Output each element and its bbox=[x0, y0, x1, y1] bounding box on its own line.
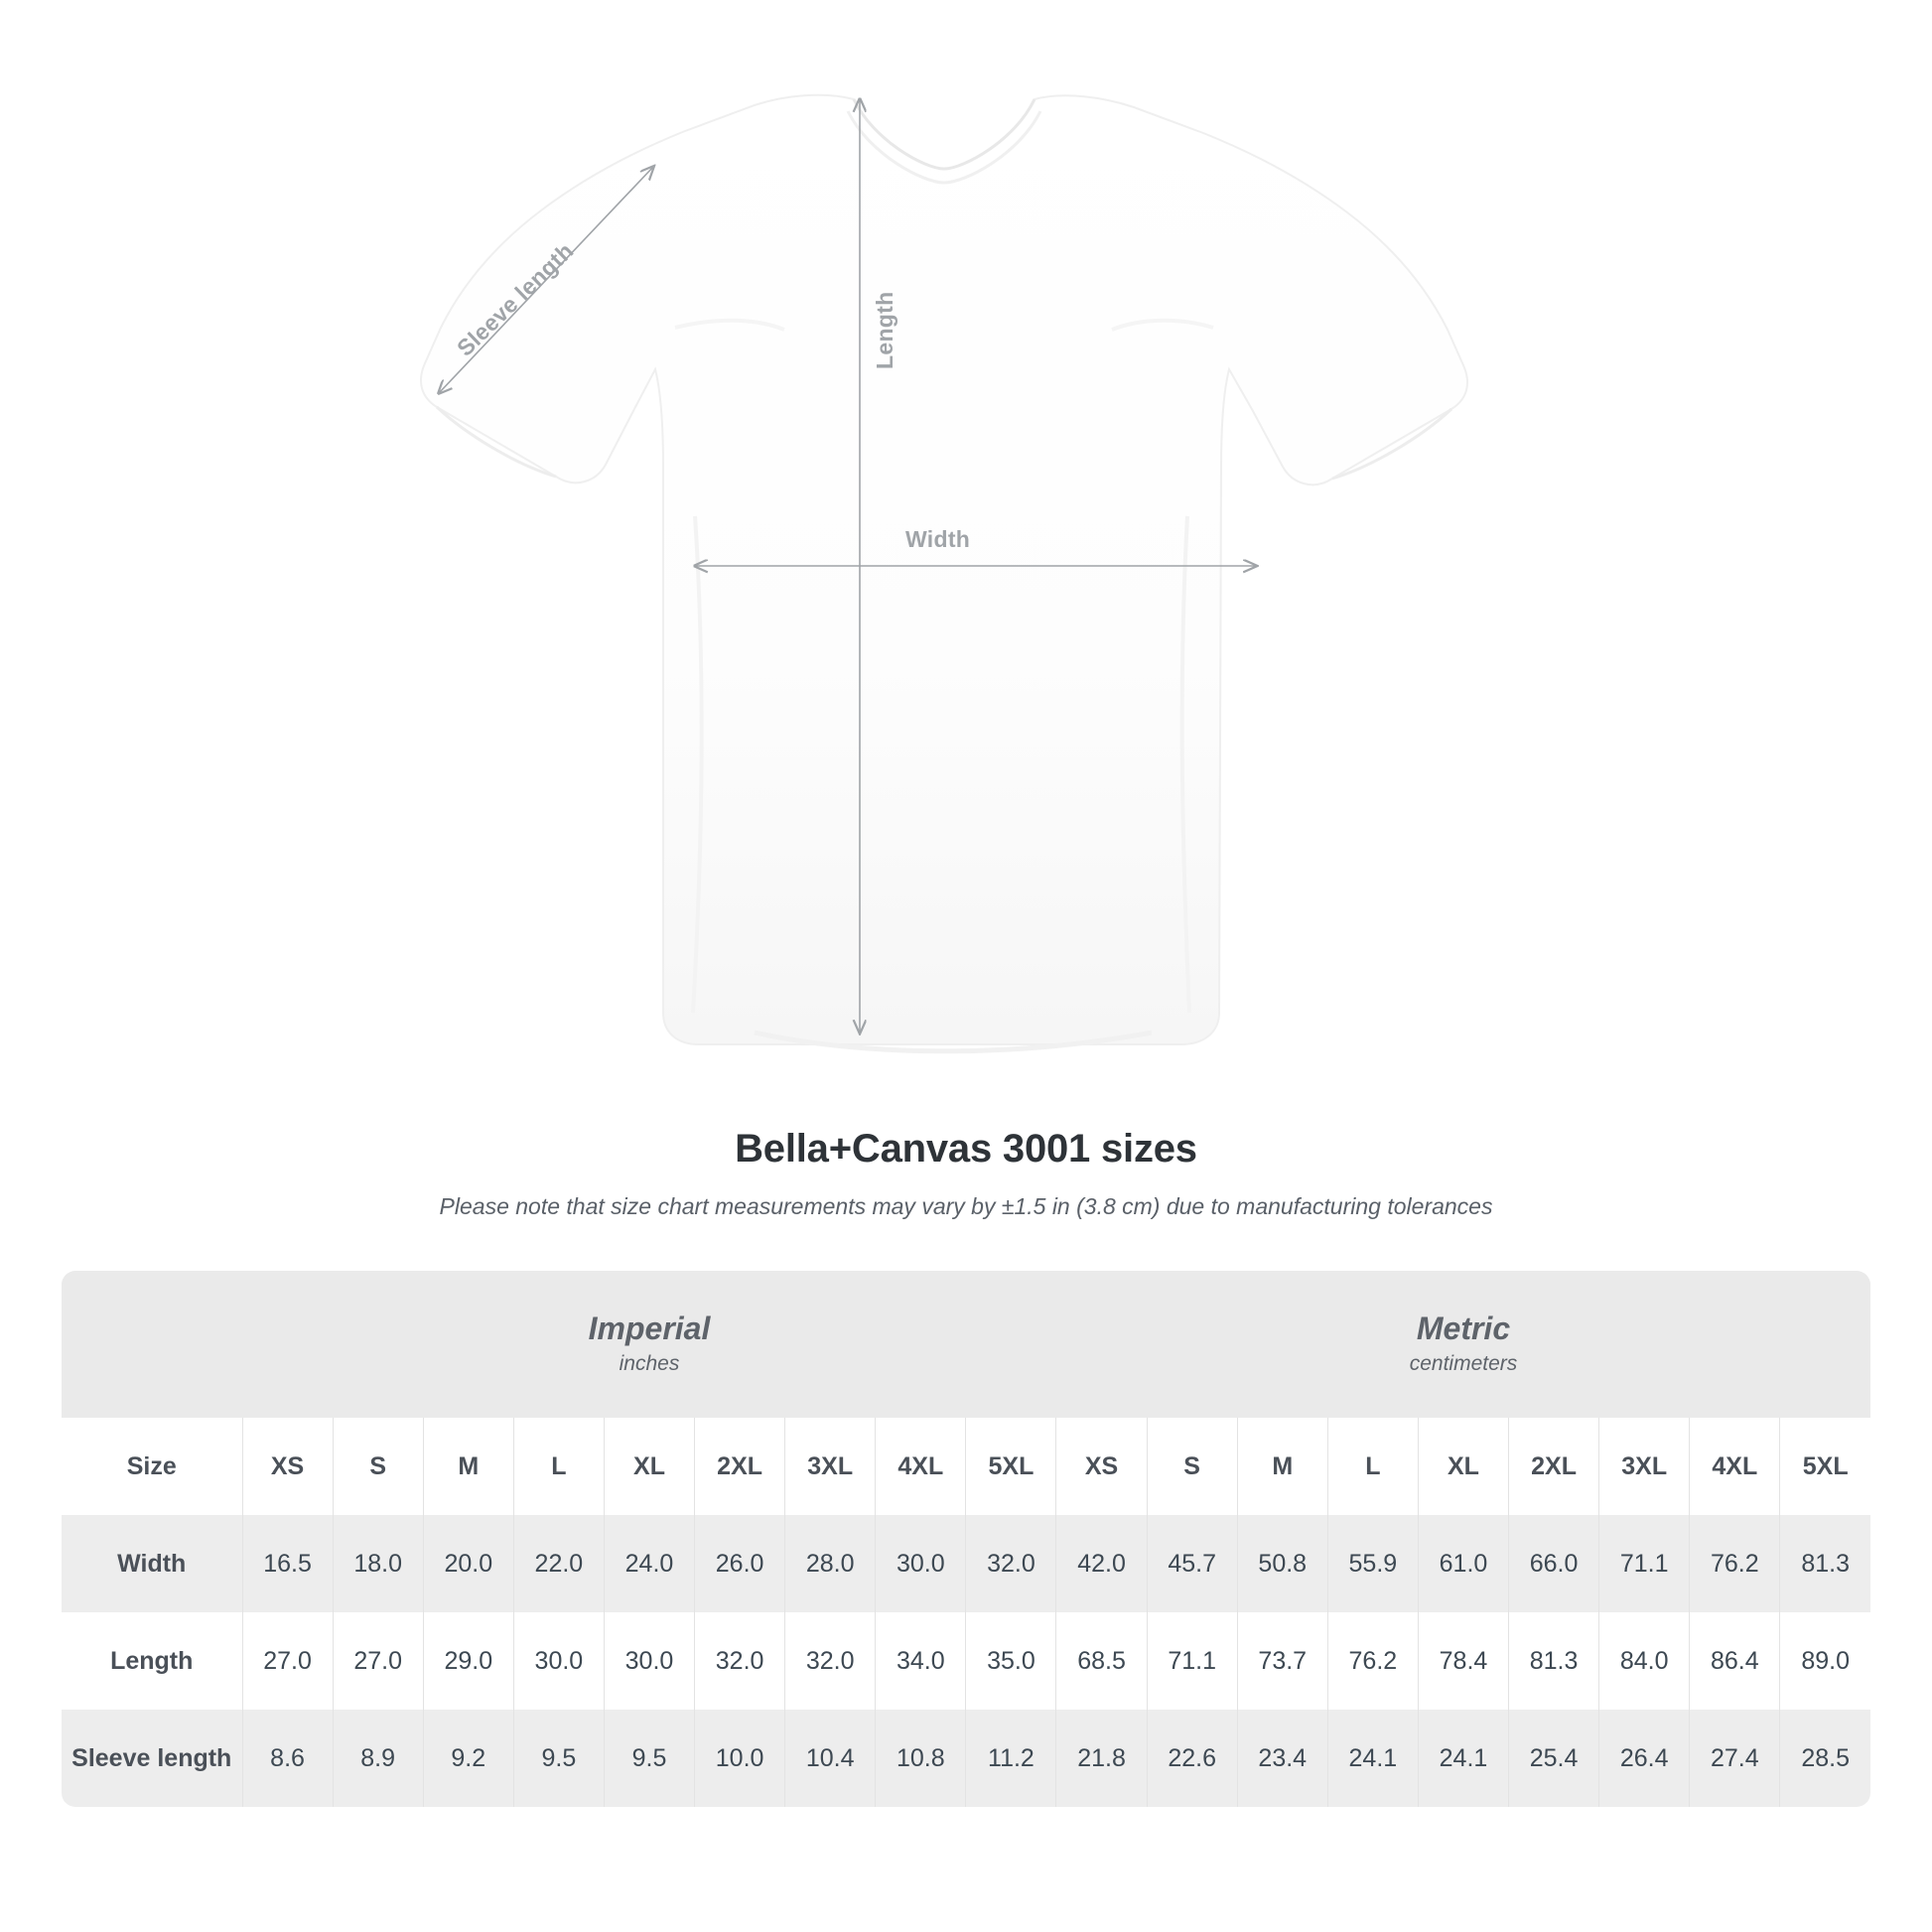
cell: 68.5 bbox=[1056, 1612, 1147, 1710]
cell: 20.0 bbox=[423, 1515, 513, 1612]
column-header-row bbox=[62, 1418, 1870, 1515]
tolerance-note: Please note that size chart measurements may vary by ±1.5 in (3.8 cm) due to manufacturing tolerances bbox=[439, 1193, 1493, 1219]
col-header-cell: 3XL bbox=[785, 1418, 876, 1515]
cell: 76.2 bbox=[1690, 1515, 1780, 1612]
col-header-cell: 5XL bbox=[966, 1418, 1056, 1515]
col-header-cell: L bbox=[1327, 1418, 1418, 1515]
cell: 28.0 bbox=[785, 1515, 876, 1612]
cell: 30.0 bbox=[876, 1515, 966, 1612]
title-block bbox=[0, 1127, 1932, 1220]
cell: 89.0 bbox=[1780, 1612, 1870, 1710]
cell: 10.0 bbox=[695, 1710, 785, 1807]
col-header-cell: 5XL bbox=[1780, 1418, 1870, 1515]
cell: 55.9 bbox=[1327, 1515, 1418, 1612]
row-label-sleeve-length: Sleeve length bbox=[62, 1710, 242, 1807]
cell: 9.5 bbox=[513, 1710, 604, 1807]
cell: 45.7 bbox=[1147, 1515, 1237, 1612]
row-label-width: Width bbox=[62, 1515, 242, 1612]
cell: 76.2 bbox=[1327, 1612, 1418, 1710]
cell: 27.4 bbox=[1690, 1710, 1780, 1807]
cell: 50.8 bbox=[1237, 1515, 1327, 1612]
cell: 24.1 bbox=[1418, 1710, 1508, 1807]
cell: 24.1 bbox=[1327, 1710, 1418, 1807]
cell: 16.5 bbox=[242, 1515, 333, 1612]
width-label: Width bbox=[905, 526, 971, 552]
col-header-cell: 4XL bbox=[1690, 1418, 1780, 1515]
table-row bbox=[62, 1612, 1870, 1710]
cell: 22.0 bbox=[513, 1515, 604, 1612]
cell: 78.4 bbox=[1418, 1612, 1508, 1710]
col-header-cell: L bbox=[513, 1418, 604, 1515]
size-table-wrapper bbox=[62, 1271, 1870, 1807]
cell: 10.8 bbox=[876, 1710, 966, 1807]
cell: 18.0 bbox=[333, 1515, 423, 1612]
cell: 42.0 bbox=[1056, 1515, 1147, 1612]
cell: 25.4 bbox=[1509, 1710, 1599, 1807]
cell: 8.6 bbox=[242, 1710, 333, 1807]
cell: 35.0 bbox=[966, 1612, 1056, 1710]
col-header-cell: XS bbox=[242, 1418, 333, 1515]
col-header-cell: S bbox=[333, 1418, 423, 1515]
cell: 66.0 bbox=[1509, 1515, 1599, 1612]
shirt-body bbox=[421, 95, 1467, 1051]
length-label: Length bbox=[872, 291, 897, 369]
unit-header-row bbox=[62, 1271, 1870, 1418]
size-header-cell: Size bbox=[62, 1418, 242, 1515]
col-header-cell: 2XL bbox=[1509, 1418, 1599, 1515]
cell: 30.0 bbox=[513, 1612, 604, 1710]
col-header-cell: XL bbox=[1418, 1418, 1508, 1515]
cell: 61.0 bbox=[1418, 1515, 1508, 1612]
cell: 9.2 bbox=[423, 1710, 513, 1807]
unit-imperial-name: Imperial bbox=[588, 1311, 711, 1347]
unit-metric-name: Metric bbox=[1416, 1311, 1511, 1347]
cell: 71.1 bbox=[1147, 1612, 1237, 1710]
cell: 81.3 bbox=[1780, 1515, 1870, 1612]
cell: 9.5 bbox=[604, 1710, 694, 1807]
col-header-cell: 2XL bbox=[695, 1418, 785, 1515]
cell: 30.0 bbox=[604, 1612, 694, 1710]
row-label-length: Length bbox=[62, 1612, 242, 1710]
cell: 8.9 bbox=[333, 1710, 423, 1807]
cell: 86.4 bbox=[1690, 1612, 1780, 1710]
cell: 71.1 bbox=[1599, 1515, 1690, 1612]
page-title: Bella+Canvas 3001 sizes bbox=[735, 1127, 1197, 1171]
cell: 32.0 bbox=[785, 1612, 876, 1710]
size-table bbox=[62, 1271, 1870, 1807]
cell: 81.3 bbox=[1509, 1612, 1599, 1710]
cell: 26.4 bbox=[1599, 1710, 1690, 1807]
cell: 10.4 bbox=[785, 1710, 876, 1807]
col-header-cell: 3XL bbox=[1599, 1418, 1690, 1515]
table-row bbox=[62, 1515, 1870, 1612]
cell: 23.4 bbox=[1237, 1710, 1327, 1807]
unit-imperial-sub: inches bbox=[619, 1352, 680, 1376]
unit-header-blank bbox=[62, 1271, 242, 1418]
col-header-cell: XS bbox=[1056, 1418, 1147, 1515]
cell: 34.0 bbox=[876, 1612, 966, 1710]
col-header-cell: XL bbox=[604, 1418, 694, 1515]
cell: 26.0 bbox=[695, 1515, 785, 1612]
cell: 73.7 bbox=[1237, 1612, 1327, 1710]
cell: 28.5 bbox=[1780, 1710, 1870, 1807]
col-header-cell: 4XL bbox=[876, 1418, 966, 1515]
cell: 29.0 bbox=[423, 1612, 513, 1710]
unit-metric-sub: centimeters bbox=[1409, 1352, 1518, 1376]
unit-header-metric bbox=[1056, 1271, 1870, 1418]
cell: 32.0 bbox=[695, 1612, 785, 1710]
cell: 11.2 bbox=[966, 1710, 1056, 1807]
cell: 27.0 bbox=[242, 1612, 333, 1710]
cell: 32.0 bbox=[966, 1515, 1056, 1612]
unit-header-imperial bbox=[242, 1271, 1056, 1418]
cell: 27.0 bbox=[333, 1612, 423, 1710]
cell: 24.0 bbox=[604, 1515, 694, 1612]
table-row bbox=[62, 1710, 1870, 1807]
col-header-cell: M bbox=[423, 1418, 513, 1515]
sleeve-length-label: Sleeve length bbox=[452, 237, 579, 361]
cell: 21.8 bbox=[1056, 1710, 1147, 1807]
col-header-cell: S bbox=[1147, 1418, 1237, 1515]
cell: 22.6 bbox=[1147, 1710, 1237, 1807]
col-header-cell: M bbox=[1237, 1418, 1327, 1515]
cell: 84.0 bbox=[1599, 1612, 1690, 1710]
